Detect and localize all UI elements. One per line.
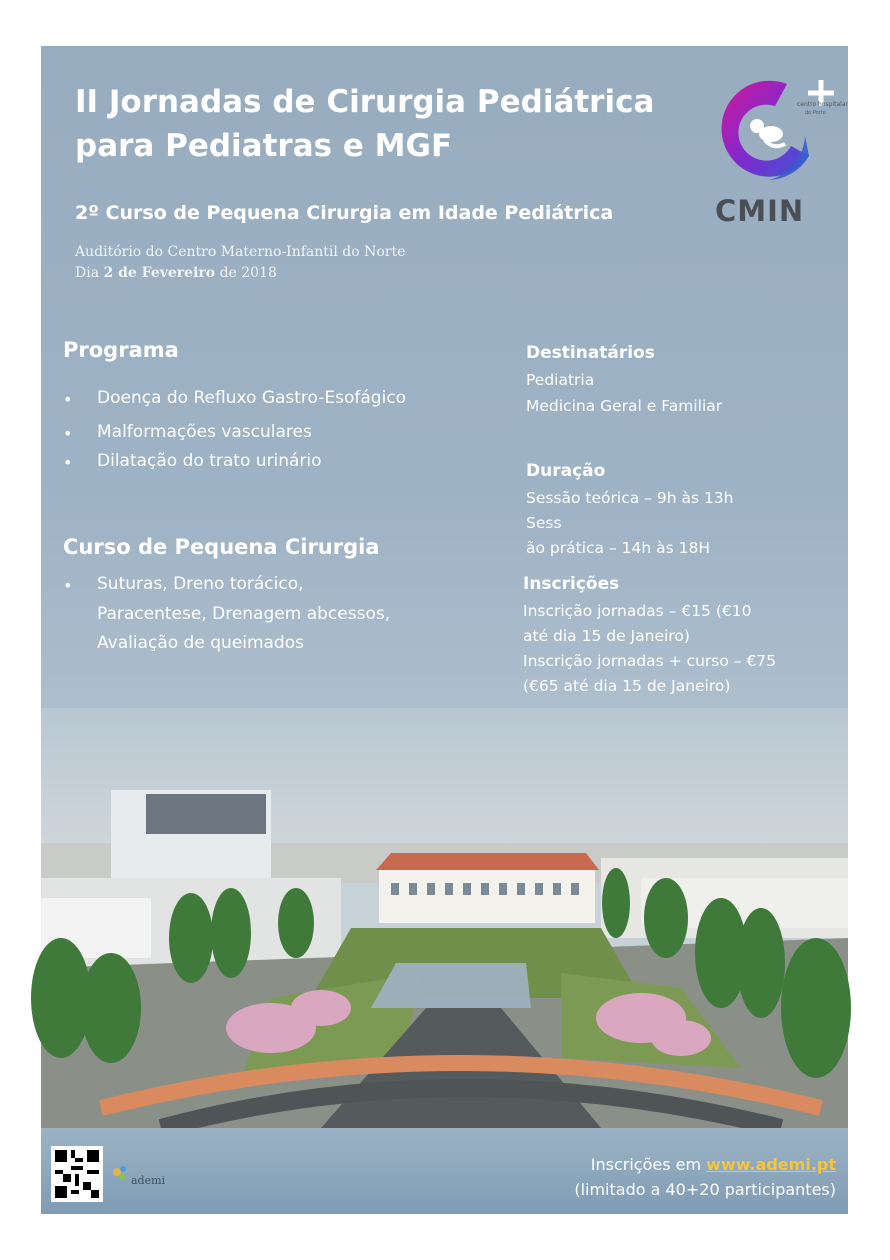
destinatarios-item: Medicina Geral e Familiar [526,397,723,415]
duracao-line: ão prática – 14h às 18H [526,539,710,557]
curso-line: Suturas, Dreno torácico, [97,574,304,594]
inscricoes-line: Inscrição jornadas – €15 (€10 [523,602,752,620]
duracao-line: Sess [526,514,562,532]
title-line-1: II Jornadas de Cirurgia Pediátrica [75,84,655,120]
curso-heading: Curso de Pequena Cirurgia [63,535,380,559]
cmin-logo [709,76,848,236]
ademi-logo [109,1162,169,1192]
footer [41,1128,848,1214]
subtitle: 2º Curso de Pequena Cirurgia em Idade Pediátrica [75,202,614,224]
ademi-logo-text: ademi [131,1174,166,1187]
page-title [75,80,654,168]
date-bold: 2 de Fevereiro [103,265,216,281]
programa-item: Malformações vasculares [97,422,312,442]
curso-line: Avaliação de queimados [97,633,304,653]
duracao-heading: Duração [526,461,606,481]
date-suffix: de 2018 [215,265,277,281]
programa-item: Dilatação do trato urinário [97,451,322,471]
date-prefix: Dia [75,265,104,281]
programa-heading: Programa [63,338,179,362]
inscricoes-line: (€65 até dia 15 de Janeiro) [523,677,731,695]
venue: Auditório do Centro Materno-Infantil do Norte [75,244,406,260]
logo-small-text: centro hospitalar [797,101,848,108]
inscricoes-line: até dia 15 de Janeiro) [523,627,690,645]
inscricoes-heading: Inscrições [523,574,620,594]
logo-name: CMIN [715,194,805,228]
registration-line [574,1152,836,1177]
destinatarios-item: Pediatria [526,371,595,389]
registration-info [574,1152,836,1202]
participant-limit: (limitado a 40+20 participantes) [574,1180,836,1199]
poster: II Jornadas de Cirurgia Pediátrica para Pediatras e MGF 2º Curso de Pequena Cirurgia em Idade Pediátrica Auditório do Centro Materno-Infantil do Norte Dia 2 de Fevereiro de 2018 centro hospitalar do Porto CMIN Programa • Doença do Refluxo Gastro-Esofágico • Malformações vasculares • Dilatação do trato urinário Curso de Pequena Cirurgia • Suturas, Dreno torácico, Paracentese, Drenagem abcessos, Avaliação de queimados Destinatários Pediatria Medicina Geral e Familiar Duração Sessão teórica – 9h às 13h Sess ão prática – 14h às 18H Inscrições Inscrição jornadas – €15 (€10 até dia 15 de Janeiro) Inscrição jornadas + curso – €75 (€65 até dia 15 de Janeiro) ademi Inscrições em www.ademi.pt (limitado a 40+20 participantes) [41,46,848,1214]
title-line-2: para Pediatras e MGF [75,128,453,164]
destinatarios-heading: Destinatários [526,343,655,363]
svg-text:do Porto: do Porto [805,110,826,116]
curso-line: Paracentese, Drenagem abcessos, [97,604,391,624]
ademi-link[interactable]: www.ademi.pt [706,1155,836,1174]
qr-code-icon[interactable] [51,1146,103,1202]
inscricoes-line: Inscrição jornadas + curso – €75 [523,652,777,670]
registration-prefix: Inscrições em [590,1155,707,1174]
duracao-line: Sessão teórica – 9h às 13h [526,489,734,507]
event-date [75,265,277,281]
hospital-illustration [41,708,848,1128]
programa-item: Doença do Refluxo Gastro-Esofágico [97,388,407,408]
